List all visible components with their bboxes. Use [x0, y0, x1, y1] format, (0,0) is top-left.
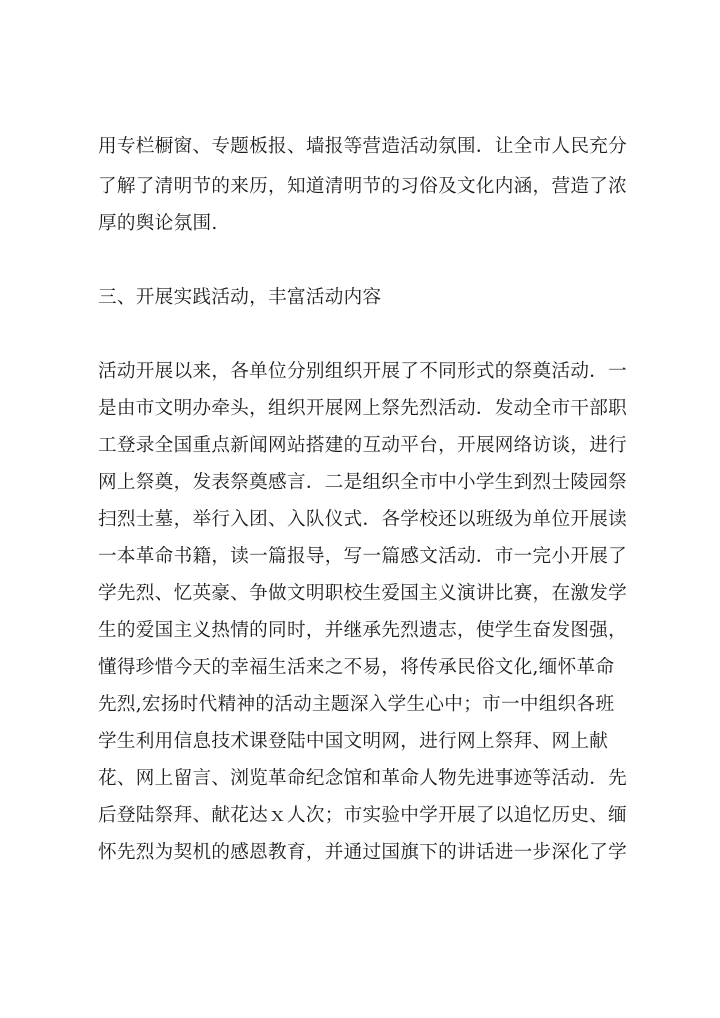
paragraph-2-line-6: 一本革命书籍，读一篇报导，写一篇感文活动．市一完小开展了 — [98, 546, 628, 567]
paragraph-2-line-11: 学生利用信息技术课登陆中国文明网，进行网上祭拜、网上献 — [98, 731, 609, 752]
paragraph-2-line-1: 活动开展以来，各单位分别组织开展了不同形式的祭奠活动．一 — [98, 361, 628, 382]
paragraph-2-line-4: 网上祭奠，发表祭奠感言．二是组织全市中小学生到烈士陵园祭 — [98, 472, 628, 493]
paragraph-2-line-14: 怀先烈为契机的感恩教育，并通过国旗下的讲话进一步深化了学 — [98, 842, 628, 863]
paragraph-2-line-5: 扫烈士墓，举行入团、入队仪式．各学校还以班级为单位开展读 — [98, 509, 628, 530]
paragraph-2-line-13: 后登陆祭拜、献花达ｘ人次；市实验中学开展了以追忆历史、缅 — [98, 805, 628, 826]
paragraph-1-line-2: 了解了清明节的来历，知道清明节的习俗及文化内涵，营造了浓 — [98, 176, 628, 197]
paragraph-2-line-3: 工登录全国重点新闻网站搭建的互动平台，开展网络访谈，进行 — [98, 435, 628, 456]
paragraph-2-line-7: 学先烈、忆英豪、争做文明职校生爱国主义演讲比赛，在激发学 — [98, 583, 628, 604]
paragraph-1-line-1: 用专栏橱窗、专题板报、墙报等营造活动氛围．让全市人民充分 — [98, 136, 628, 157]
paragraph-2-line-2: 是由市文明办牵头，组织开展网上祭先烈活动．发动全市干部职 — [98, 398, 628, 419]
section-heading: 三、开展实践活动，丰富活动内容 — [98, 287, 382, 308]
paragraph-2-line-9: 懂得珍惜今天的幸福生活来之不易，将传承民俗文化,缅怀革命 — [98, 657, 615, 678]
paragraph-2-line-10: 先烈,宏扬时代精神的活动主题深入学生心中；市一中组织各班 — [98, 694, 615, 715]
paragraph-1-line-3: 厚的舆论氛围. — [98, 213, 218, 234]
paragraph-2-line-12: 花、网上留言、浏览革命纪念馆和革命人物先进事迹等活动．先 — [98, 768, 628, 789]
paragraph-2-line-8: 生的爱国主义热情的同时，并继承先烈遗志，使学生奋发图强， — [98, 620, 628, 641]
